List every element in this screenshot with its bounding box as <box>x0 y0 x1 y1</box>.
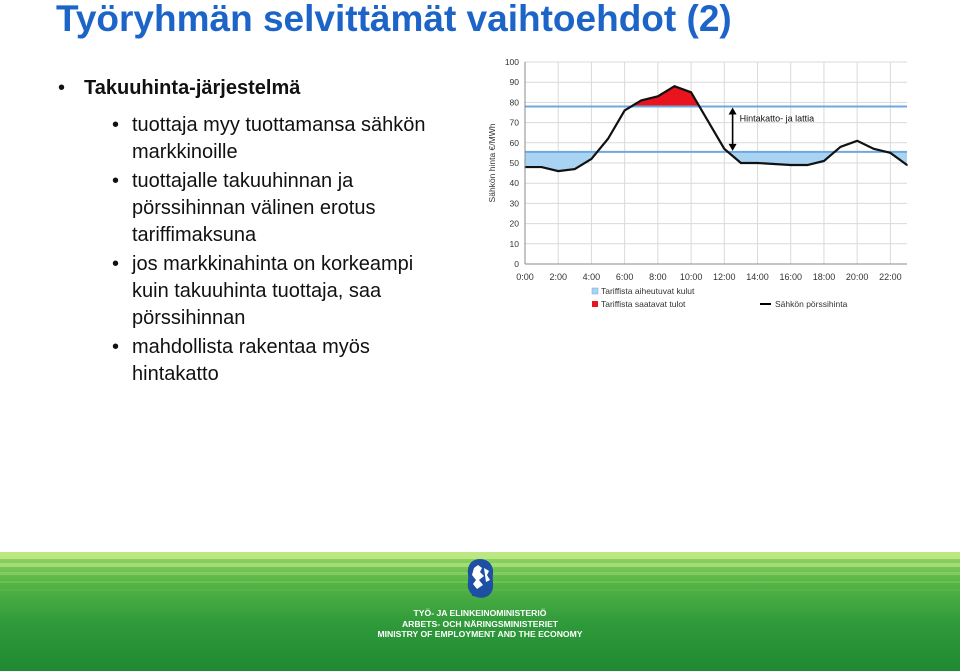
legend-swatch-cost <box>592 288 598 294</box>
spot-price-point <box>906 164 908 166</box>
spot-price-point <box>873 148 875 150</box>
x-tick-label: 10:00 <box>679 272 703 282</box>
spot-price-point <box>740 162 742 164</box>
y-tick-label: 60 <box>509 137 519 148</box>
x-tick-label: 2:00 <box>549 272 567 282</box>
bullet-sub-4: • mahdollista rakentaa myös hintakatto <box>112 334 452 388</box>
spot-price-point <box>807 164 809 166</box>
x-tick-label: 8:00 <box>649 272 667 282</box>
annotation-arrow-up <box>729 107 737 114</box>
spot-price-point <box>707 120 709 122</box>
ministry-name <box>0 608 960 640</box>
spot-price-point <box>574 168 576 170</box>
spot-price-point <box>757 162 759 164</box>
y-tick-label: 20 <box>509 218 519 229</box>
bullet-sub-2: • tuottajalle takuuhinnan ja pörssihinnan välinen erotus tariffimaksuna <box>112 168 452 249</box>
spot-price-point <box>790 164 792 166</box>
bullet-sub-1: • tuottaja myy tuottamansa sähkön markkinoille <box>112 112 452 166</box>
x-tick-label: 16:00 <box>779 272 803 282</box>
legend-label-spot: Sähkön pörssihinta <box>775 299 848 309</box>
tariff-income-area <box>631 86 699 106</box>
y-axis-label: Sähkön hinta €/MWh <box>487 123 497 203</box>
ministry-name-sv: ARBETS- OCH NÄRINGSMINISTERIET <box>401 618 559 629</box>
x-tick-label: 4:00 <box>582 272 601 282</box>
lion-crest-icon <box>458 556 502 604</box>
spot-price-point <box>856 140 858 142</box>
y-tick-label: 40 <box>509 178 519 189</box>
y-tick-label: 0 <box>514 259 519 269</box>
spot-price-point <box>724 148 726 150</box>
y-tick-label: 100 <box>504 57 519 67</box>
spot-price-point <box>607 138 609 140</box>
spot-price-point <box>690 92 692 94</box>
spot-price-point <box>541 166 543 168</box>
x-tick-label: 6:00 <box>615 272 634 282</box>
price-chart <box>485 52 925 322</box>
legend-label-income: Tariffista saatavat tulot <box>601 299 686 309</box>
ministry-name-en: MINISTRY OF EMPLOYMENT AND THE ECONOMY <box>377 629 583 639</box>
legend-label-cost: Tariffista aiheutuvat kulut <box>601 286 695 296</box>
spot-price-point <box>557 170 559 172</box>
y-tick-label: 50 <box>509 158 519 168</box>
spot-price-point <box>624 110 626 112</box>
tariff-cost-area <box>525 152 907 171</box>
x-tick-label: 20:00 <box>845 272 869 282</box>
x-tick-label: 14:00 <box>746 272 769 282</box>
legend-swatch-income <box>592 301 598 307</box>
spot-price-point <box>823 160 825 162</box>
spot-price-point <box>657 96 659 98</box>
x-tick-label: 18:00 <box>812 272 836 282</box>
y-tick-label: 90 <box>509 77 519 88</box>
y-tick-label: 70 <box>509 117 519 128</box>
x-tick-label: 0:00 <box>516 272 534 282</box>
spot-price-point <box>674 85 676 87</box>
x-tick-label: 12:00 <box>713 272 736 282</box>
bullet-sub-3: • jos markkinahinta on korkeampi kuin takuuhinta tuottaja, saa pörssihinnan <box>112 251 452 332</box>
bullet-list <box>56 74 456 390</box>
spot-price-point <box>890 152 892 154</box>
slide-title: Työryhmän selvittämät vaihtoehdot (2) <box>56 0 732 39</box>
annotation-arrow-down <box>729 144 737 151</box>
y-tick-label: 10 <box>509 238 519 249</box>
spot-price-point <box>591 158 593 160</box>
x-tick-label: 22:00 <box>879 272 902 282</box>
bullet-main: • Takuuhinta-järjestelmä <box>56 74 456 102</box>
spot-price-point <box>840 146 842 148</box>
ministry-name-fi: TYÖ- JA ELINKEINOMINISTERIÖ <box>413 608 547 618</box>
y-tick-label: 30 <box>509 198 519 209</box>
spot-price-point <box>640 100 642 102</box>
spot-price-point <box>773 163 775 165</box>
y-tick-label: 80 <box>509 97 519 108</box>
annotation-label: Hintakatto- ja lattia <box>739 113 815 124</box>
